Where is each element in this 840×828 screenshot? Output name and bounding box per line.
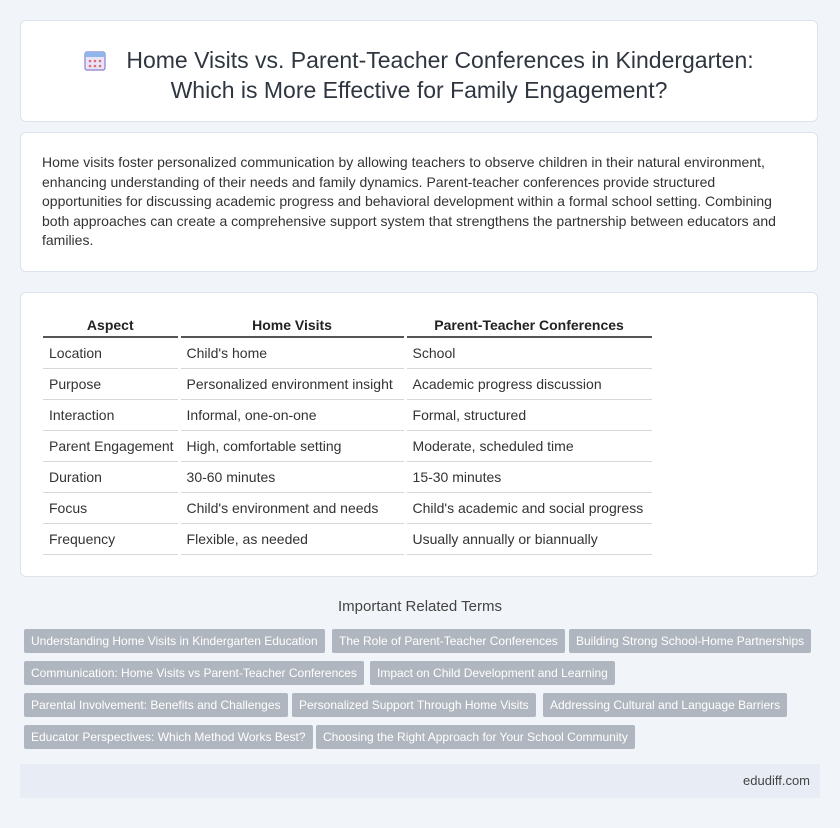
table-cell: Flexible, as needed: [181, 524, 404, 555]
related-tag[interactable]: Addressing Cultural and Language Barriers: [543, 693, 787, 717]
related-tag[interactable]: Choosing the Right Approach for Your School Community: [316, 725, 635, 749]
table-cell: Moderate, scheduled time: [407, 431, 652, 462]
table-cell: Parent Engagement: [43, 431, 178, 462]
header-aspect: Aspect: [43, 315, 178, 338]
table-cell: Personalized environment insight: [181, 369, 404, 400]
table-cell: Informal, one-on-one: [181, 400, 404, 431]
related-terms-title: Important Related Terms: [338, 598, 502, 615]
related-tag[interactable]: Educator Perspectives: Which Method Works Best?: [24, 725, 313, 749]
related-tag[interactable]: Impact on Child Development and Learning: [370, 661, 615, 685]
table-row: [43, 338, 652, 369]
table-cell: Child's environment and needs: [181, 493, 404, 524]
calendar-icon: [84, 48, 106, 70]
related-tag[interactable]: Communication: Home Visits vs Parent-Teacher Conferences: [24, 661, 364, 685]
title-line-2: Which is More Effective for Family Engagement?: [170, 77, 668, 103]
related-tag[interactable]: Building Strong School-Home Partnerships: [569, 629, 811, 653]
table-cell: Location: [43, 338, 178, 369]
table-cell: Child's home: [181, 338, 404, 369]
header-home-visits: Home Visits: [181, 315, 404, 338]
table-row: [43, 431, 652, 462]
intro-card: [20, 132, 818, 272]
table-cell: 30-60 minutes: [181, 462, 404, 493]
table-row: [43, 524, 652, 555]
page-title: [21, 45, 817, 105]
related-tag[interactable]: Personalized Support Through Home Visits: [292, 693, 536, 717]
footer-site[interactable]: edudiff.com: [743, 773, 810, 788]
table-header-row: [43, 315, 652, 338]
table-cell: Formal, structured: [407, 400, 652, 431]
table-cell: School: [407, 338, 652, 369]
table-cell: Usually annually or biannually: [407, 524, 652, 555]
table-cell: Purpose: [43, 369, 178, 400]
related-tag[interactable]: Understanding Home Visits in Kindergarten Education: [24, 629, 325, 653]
intro-paragraph: Home visits foster personalized communication by allowing teachers to observe children in their natural environment, enhancing understanding of their needs and family dynamics. Parent-teacher conferences provide structured opportunities for discussing academic progress and behavioral development within a formal school setting. Combining both approaches can create a comprehensive support system that strengthens the partnership between educators and families.: [42, 154, 776, 248]
table-row: [43, 400, 652, 431]
table-cell: Academic progress discussion: [407, 369, 652, 400]
table-row: [43, 369, 652, 400]
table-cell: Child's academic and social progress: [407, 493, 652, 524]
related-tag[interactable]: The Role of Parent-Teacher Conferences: [332, 629, 565, 653]
comparison-card: [20, 292, 818, 577]
table-cell: Duration: [43, 462, 178, 493]
table-row: [43, 493, 652, 524]
table-cell: Interaction: [43, 400, 178, 431]
table-row: [43, 462, 652, 493]
related-tag[interactable]: Parental Involvement: Benefits and Challenges: [24, 693, 288, 717]
title-card: [20, 20, 818, 122]
table-cell: Focus: [43, 493, 178, 524]
title-line-1: Home Visits vs. Parent-Teacher Conferences in Kindergarten:: [126, 47, 754, 73]
comparison-table: [43, 315, 652, 555]
footer: [20, 764, 820, 798]
table-cell: 15-30 minutes: [407, 462, 652, 493]
header-conferences: Parent-Teacher Conferences: [407, 315, 652, 338]
table-cell: High, comfortable setting: [181, 431, 404, 462]
table-cell: Frequency: [43, 524, 178, 555]
